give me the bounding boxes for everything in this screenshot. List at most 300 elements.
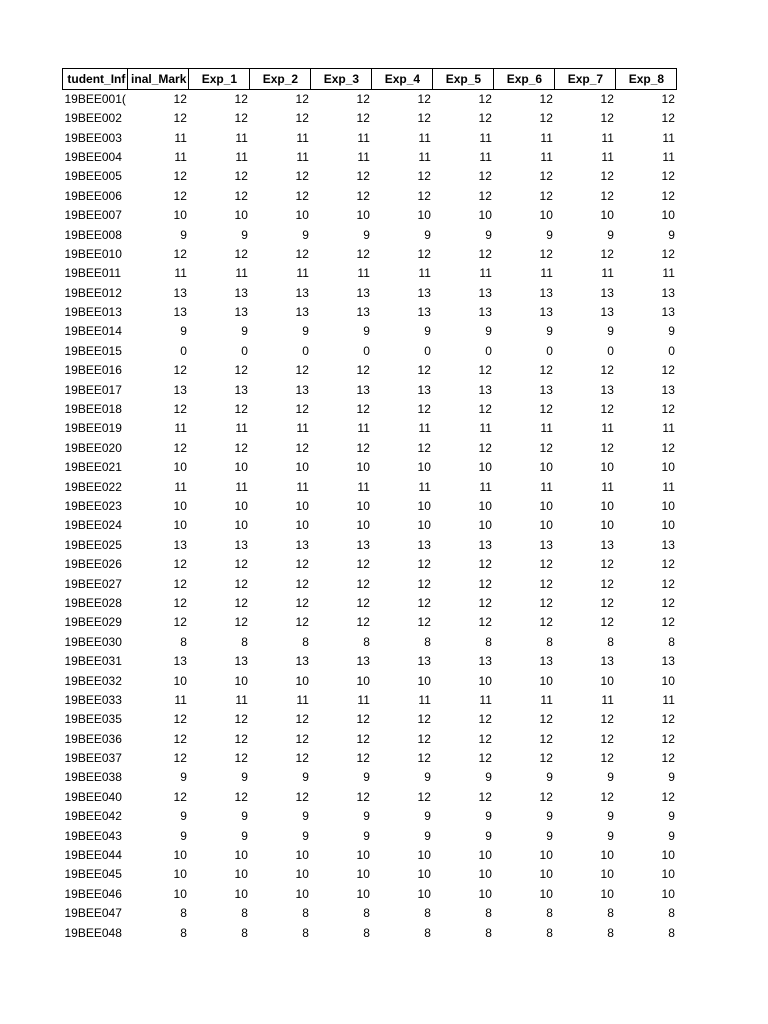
cell-exp-5[interactable]: 11 xyxy=(479,266,492,281)
cell-exp-1[interactable]: 12 xyxy=(234,789,248,804)
cell-exp-1[interactable]: 10 xyxy=(234,518,248,533)
cell-exp-4[interactable]: 9 xyxy=(424,227,431,242)
cell-student-id[interactable]: 19BEE002 xyxy=(64,111,122,126)
cell-exp-2[interactable]: 10 xyxy=(295,499,309,513)
cell-exp-3[interactable]: 10 xyxy=(356,208,370,223)
cell-exp-1[interactable]: 11 xyxy=(235,421,248,436)
cell-exp-3[interactable]: 12 xyxy=(356,731,370,746)
cell-exp-5[interactable]: 10 xyxy=(478,886,492,901)
cell-exp-1[interactable]: 13 xyxy=(234,305,248,320)
cell-exp-4[interactable]: 12 xyxy=(417,188,431,203)
cell-exp-3[interactable]: 11 xyxy=(357,266,370,281)
cell-exp-6[interactable]: 12 xyxy=(539,169,553,184)
cell-exp-6[interactable]: 12 xyxy=(539,557,553,572)
cell-exp-7[interactable]: 12 xyxy=(600,595,614,610)
cell-exp-6[interactable]: 12 xyxy=(539,188,553,203)
cell-exp-6[interactable]: 11 xyxy=(540,266,553,281)
cell-exp-6[interactable]: 12 xyxy=(539,615,553,630)
cell-exp-4[interactable]: 10 xyxy=(417,208,431,223)
cell-exp-8[interactable]: 10 xyxy=(661,208,675,223)
cell-exp-7[interactable]: 12 xyxy=(600,576,614,591)
cell-exp-8[interactable]: 10 xyxy=(661,867,675,882)
cell-student-id[interactable]: 19BEE032 xyxy=(64,673,122,688)
cell-exp-8[interactable]: 12 xyxy=(661,440,675,455)
cell-final-mark[interactable]: 11 xyxy=(174,149,187,164)
cell-exp-7[interactable]: 10 xyxy=(600,886,614,901)
cell-exp-6[interactable]: 8 xyxy=(546,906,553,921)
cell-final-mark[interactable]: 9 xyxy=(180,809,187,824)
cell-exp-8[interactable]: 11 xyxy=(662,479,675,494)
cell-exp-8[interactable]: 10 xyxy=(661,518,675,533)
cell-final-mark[interactable]: 12 xyxy=(173,576,187,591)
cell-exp-6[interactable]: 12 xyxy=(539,751,553,766)
cell-exp-7[interactable]: 12 xyxy=(600,712,614,727)
cell-exp-3[interactable]: 10 xyxy=(356,867,370,882)
cell-exp-6[interactable]: 13 xyxy=(539,537,553,552)
cell-final-mark[interactable]: 12 xyxy=(173,92,187,106)
cell-exp-3[interactable]: 9 xyxy=(363,809,370,824)
cell-exp-3[interactable]: 12 xyxy=(356,246,370,261)
cell-student-id[interactable]: 19BEE015 xyxy=(64,343,122,358)
cell-final-mark[interactable]: 13 xyxy=(173,382,187,397)
cell-exp-7[interactable]: 10 xyxy=(600,499,614,513)
cell-exp-6[interactable]: 9 xyxy=(546,227,553,242)
cell-final-mark[interactable]: 11 xyxy=(174,266,187,281)
cell-exp-4[interactable]: 10 xyxy=(417,460,431,475)
cell-final-mark[interactable]: 8 xyxy=(180,634,187,649)
cell-exp-1[interactable]: 10 xyxy=(234,208,248,223)
cell-exp-2[interactable]: 11 xyxy=(296,149,309,164)
cell-final-mark[interactable]: 12 xyxy=(173,731,187,746)
cell-exp-4[interactable]: 8 xyxy=(424,634,431,649)
cell-exp-8[interactable]: 12 xyxy=(661,92,675,106)
cell-exp-1[interactable]: 11 xyxy=(235,266,248,281)
cell-exp-8[interactable]: 12 xyxy=(661,576,675,591)
cell-exp-5[interactable]: 13 xyxy=(478,382,492,397)
cell-exp-5[interactable]: 12 xyxy=(478,188,492,203)
cell-exp-2[interactable]: 13 xyxy=(295,654,309,669)
cell-exp-8[interactable]: 12 xyxy=(661,169,675,184)
cell-exp-3[interactable]: 12 xyxy=(356,557,370,572)
cell-exp-5[interactable]: 13 xyxy=(478,305,492,320)
cell-student-id[interactable]: 19BEE018 xyxy=(64,402,122,417)
cell-exp-8[interactable]: 11 xyxy=(662,130,675,145)
cell-exp-3[interactable]: 12 xyxy=(356,363,370,378)
cell-student-id[interactable]: 19BEE027 xyxy=(64,576,122,591)
cell-exp-4[interactable]: 9 xyxy=(424,770,431,785)
cell-exp-4[interactable]: 12 xyxy=(417,363,431,378)
cell-exp-2[interactable]: 12 xyxy=(295,111,309,126)
cell-exp-6[interactable]: 11 xyxy=(540,130,553,145)
cell-exp-6[interactable]: 10 xyxy=(539,867,553,882)
cell-exp-7[interactable]: 12 xyxy=(600,789,614,804)
cell-exp-1[interactable]: 10 xyxy=(234,848,248,863)
cell-student-id[interactable]: 19BEE035 xyxy=(64,712,122,727)
cell-exp-2[interactable]: 12 xyxy=(295,188,309,203)
cell-exp-5[interactable]: 9 xyxy=(485,809,492,824)
cell-exp-7[interactable]: 11 xyxy=(601,692,614,707)
cell-exp-6[interactable]: 13 xyxy=(539,285,553,300)
cell-exp-4[interactable]: 11 xyxy=(418,479,431,494)
cell-exp-4[interactable]: 8 xyxy=(424,906,431,921)
cell-exp-8[interactable]: 11 xyxy=(662,421,675,436)
cell-student-id[interactable]: 19BEE033 xyxy=(64,692,122,707)
cell-exp-6[interactable]: 12 xyxy=(539,712,553,727)
cell-exp-6[interactable]: 9 xyxy=(546,324,553,339)
cell-exp-2[interactable]: 12 xyxy=(295,576,309,591)
cell-exp-1[interactable]: 9 xyxy=(241,828,248,843)
cell-exp-1[interactable]: 12 xyxy=(234,92,248,106)
cell-exp-6[interactable]: 10 xyxy=(539,518,553,533)
cell-exp-4[interactable]: 12 xyxy=(417,751,431,766)
cell-final-mark[interactable]: 13 xyxy=(173,537,187,552)
cell-final-mark[interactable]: 10 xyxy=(173,499,187,513)
cell-exp-5[interactable]: 12 xyxy=(478,751,492,766)
cell-exp-8[interactable]: 13 xyxy=(661,305,675,320)
cell-exp-8[interactable]: 9 xyxy=(668,770,675,785)
cell-exp-4[interactable]: 11 xyxy=(418,130,431,145)
cell-exp-5[interactable]: 10 xyxy=(478,460,492,475)
column-header-final-mark[interactable]: inal_Mark xyxy=(128,69,189,90)
cell-student-id[interactable]: 19BEE036 xyxy=(64,731,122,746)
cell-exp-1[interactable]: 9 xyxy=(241,809,248,824)
cell-exp-7[interactable]: 10 xyxy=(600,848,614,863)
cell-exp-2[interactable]: 10 xyxy=(295,867,309,882)
cell-exp-7[interactable]: 13 xyxy=(600,305,614,320)
column-header-exp-2[interactable]: Exp_2 xyxy=(250,69,311,90)
cell-exp-1[interactable]: 12 xyxy=(234,595,248,610)
cell-exp-6[interactable]: 10 xyxy=(539,673,553,688)
cell-exp-5[interactable]: 12 xyxy=(478,440,492,455)
cell-exp-4[interactable]: 9 xyxy=(424,828,431,843)
cell-student-id[interactable]: 19BEE003 xyxy=(64,130,122,145)
cell-student-id[interactable]: 19BEE016 xyxy=(64,363,122,378)
cell-exp-4[interactable]: 12 xyxy=(417,111,431,126)
cell-exp-8[interactable]: 13 xyxy=(661,285,675,300)
cell-exp-7[interactable]: 12 xyxy=(600,751,614,766)
cell-exp-2[interactable]: 12 xyxy=(295,789,309,804)
cell-student-id[interactable]: 19BEE029 xyxy=(64,615,122,630)
cell-exp-8[interactable]: 10 xyxy=(661,499,675,513)
cell-exp-7[interactable]: 9 xyxy=(607,227,614,242)
cell-exp-4[interactable]: 11 xyxy=(418,692,431,707)
cell-exp-6[interactable]: 13 xyxy=(539,382,553,397)
cell-final-mark[interactable]: 11 xyxy=(174,479,187,494)
cell-final-mark[interactable]: 11 xyxy=(174,421,187,436)
cell-exp-8[interactable]: 11 xyxy=(662,692,675,707)
cell-exp-2[interactable]: 12 xyxy=(295,92,309,106)
cell-exp-2[interactable]: 13 xyxy=(295,305,309,320)
cell-exp-8[interactable]: 12 xyxy=(661,246,675,261)
cell-exp-3[interactable]: 12 xyxy=(356,92,370,106)
cell-exp-5[interactable]: 10 xyxy=(478,673,492,688)
cell-exp-7[interactable]: 12 xyxy=(600,188,614,203)
cell-final-mark[interactable]: 9 xyxy=(180,770,187,785)
cell-exp-6[interactable]: 12 xyxy=(539,731,553,746)
cell-exp-1[interactable]: 12 xyxy=(234,751,248,766)
cell-exp-3[interactable]: 12 xyxy=(356,188,370,203)
cell-student-id[interactable]: 19BEE007 xyxy=(64,208,122,223)
cell-exp-5[interactable]: 12 xyxy=(478,363,492,378)
cell-exp-5[interactable]: 10 xyxy=(478,848,492,863)
cell-exp-1[interactable]: 9 xyxy=(241,324,248,339)
cell-exp-5[interactable]: 9 xyxy=(485,770,492,785)
cell-exp-2[interactable]: 10 xyxy=(295,673,309,688)
cell-exp-8[interactable]: 12 xyxy=(661,789,675,804)
cell-exp-5[interactable]: 10 xyxy=(478,518,492,533)
cell-exp-2[interactable]: 8 xyxy=(302,634,309,649)
cell-exp-3[interactable]: 8 xyxy=(363,906,370,921)
cell-exp-8[interactable]: 12 xyxy=(661,595,675,610)
cell-exp-1[interactable]: 0 xyxy=(241,343,248,358)
cell-exp-1[interactable]: 8 xyxy=(241,906,248,921)
cell-exp-8[interactable]: 0 xyxy=(668,343,675,358)
cell-exp-4[interactable]: 13 xyxy=(417,537,431,552)
cell-exp-2[interactable]: 11 xyxy=(296,479,309,494)
cell-exp-8[interactable]: 10 xyxy=(661,848,675,863)
cell-exp-7[interactable]: 10 xyxy=(600,673,614,688)
cell-exp-1[interactable]: 9 xyxy=(241,770,248,785)
cell-exp-2[interactable]: 9 xyxy=(302,809,309,824)
cell-student-id[interactable]: 19BEE023 xyxy=(64,499,122,513)
cell-exp-5[interactable]: 8 xyxy=(485,925,492,940)
cell-final-mark[interactable]: 12 xyxy=(173,440,187,455)
cell-student-id[interactable]: 19BEE024 xyxy=(64,518,122,533)
cell-exp-2[interactable]: 10 xyxy=(295,460,309,475)
cell-exp-3[interactable]: 9 xyxy=(363,227,370,242)
cell-exp-6[interactable]: 12 xyxy=(539,595,553,610)
cell-exp-6[interactable]: 12 xyxy=(539,576,553,591)
column-header-student-info[interactable]: tudent_Inf xyxy=(63,69,128,90)
cell-exp-5[interactable]: 12 xyxy=(478,557,492,572)
cell-exp-5[interactable]: 8 xyxy=(485,906,492,921)
cell-exp-1[interactable]: 13 xyxy=(234,654,248,669)
cell-final-mark[interactable]: 12 xyxy=(173,751,187,766)
cell-student-id[interactable]: 19BEE043 xyxy=(64,828,122,843)
cell-student-id[interactable]: 19BEE001( xyxy=(64,92,126,106)
cell-exp-5[interactable]: 12 xyxy=(478,92,492,106)
cell-exp-4[interactable]: 10 xyxy=(417,499,431,513)
cell-student-id[interactable]: 19BEE046 xyxy=(64,886,122,901)
cell-exp-6[interactable]: 11 xyxy=(540,149,553,164)
column-header-exp-6[interactable]: Exp_6 xyxy=(494,69,555,90)
cell-student-id[interactable]: 19BEE037 xyxy=(64,751,122,766)
cell-exp-7[interactable]: 11 xyxy=(601,421,614,436)
cell-exp-3[interactable]: 13 xyxy=(356,285,370,300)
cell-exp-3[interactable]: 12 xyxy=(356,789,370,804)
cell-exp-7[interactable]: 8 xyxy=(607,906,614,921)
cell-final-mark[interactable]: 13 xyxy=(173,654,187,669)
cell-final-mark[interactable]: 10 xyxy=(173,848,187,863)
cell-exp-5[interactable]: 11 xyxy=(479,130,492,145)
cell-final-mark[interactable]: 12 xyxy=(173,246,187,261)
cell-final-mark[interactable]: 12 xyxy=(173,363,187,378)
cell-exp-4[interactable]: 0 xyxy=(424,343,431,358)
column-header-exp-8[interactable]: Exp_8 xyxy=(616,69,677,90)
cell-exp-3[interactable]: 12 xyxy=(356,440,370,455)
cell-exp-7[interactable]: 11 xyxy=(601,149,614,164)
cell-student-id[interactable]: 19BEE042 xyxy=(64,809,122,824)
cell-exp-5[interactable]: 9 xyxy=(485,324,492,339)
cell-exp-8[interactable]: 12 xyxy=(661,363,675,378)
cell-exp-7[interactable]: 12 xyxy=(600,169,614,184)
cell-exp-1[interactable]: 10 xyxy=(234,886,248,901)
cell-exp-8[interactable]: 13 xyxy=(661,654,675,669)
cell-exp-5[interactable]: 0 xyxy=(485,343,492,358)
cell-exp-5[interactable]: 12 xyxy=(478,789,492,804)
cell-student-id[interactable]: 19BEE025 xyxy=(64,537,122,552)
cell-exp-4[interactable]: 12 xyxy=(417,92,431,106)
cell-final-mark[interactable]: 12 xyxy=(173,169,187,184)
cell-exp-6[interactable]: 9 xyxy=(546,828,553,843)
cell-exp-2[interactable]: 10 xyxy=(295,848,309,863)
cell-exp-2[interactable]: 10 xyxy=(295,886,309,901)
cell-exp-7[interactable]: 10 xyxy=(600,867,614,882)
cell-exp-5[interactable]: 12 xyxy=(478,111,492,126)
cell-exp-4[interactable]: 10 xyxy=(417,848,431,863)
cell-exp-3[interactable]: 8 xyxy=(363,925,370,940)
cell-exp-3[interactable]: 11 xyxy=(357,130,370,145)
cell-exp-5[interactable]: 12 xyxy=(478,246,492,261)
cell-exp-6[interactable]: 10 xyxy=(539,886,553,901)
cell-exp-5[interactable]: 12 xyxy=(478,712,492,727)
cell-exp-3[interactable]: 10 xyxy=(356,673,370,688)
cell-student-id[interactable]: 19BEE021 xyxy=(64,460,122,475)
cell-exp-8[interactable]: 12 xyxy=(661,615,675,630)
cell-exp-6[interactable]: 10 xyxy=(539,208,553,223)
cell-final-mark[interactable]: 10 xyxy=(173,886,187,901)
cell-exp-5[interactable]: 11 xyxy=(479,692,492,707)
cell-exp-4[interactable]: 11 xyxy=(418,421,431,436)
cell-exp-7[interactable]: 13 xyxy=(600,382,614,397)
cell-exp-6[interactable]: 12 xyxy=(539,402,553,417)
column-header-exp-5[interactable]: Exp_5 xyxy=(433,69,494,90)
cell-exp-6[interactable]: 12 xyxy=(539,246,553,261)
cell-exp-5[interactable]: 13 xyxy=(478,654,492,669)
cell-exp-7[interactable]: 13 xyxy=(600,654,614,669)
cell-final-mark[interactable]: 12 xyxy=(173,712,187,727)
cell-exp-4[interactable]: 13 xyxy=(417,654,431,669)
cell-exp-6[interactable]: 9 xyxy=(546,770,553,785)
cell-exp-6[interactable]: 10 xyxy=(539,848,553,863)
cell-exp-1[interactable]: 11 xyxy=(235,130,248,145)
cell-exp-8[interactable]: 9 xyxy=(668,809,675,824)
cell-exp-5[interactable]: 11 xyxy=(479,479,492,494)
cell-exp-7[interactable]: 0 xyxy=(607,343,614,358)
cell-exp-2[interactable]: 13 xyxy=(295,382,309,397)
cell-exp-5[interactable]: 12 xyxy=(478,169,492,184)
cell-final-mark[interactable]: 12 xyxy=(173,111,187,126)
cell-exp-2[interactable]: 12 xyxy=(295,557,309,572)
cell-exp-4[interactable]: 11 xyxy=(418,266,431,281)
cell-exp-8[interactable]: 12 xyxy=(661,111,675,126)
cell-exp-6[interactable]: 12 xyxy=(539,789,553,804)
column-header-exp-1[interactable]: Exp_1 xyxy=(189,69,250,90)
column-header-exp-7[interactable]: Exp_7 xyxy=(555,69,616,90)
cell-exp-6[interactable]: 12 xyxy=(539,363,553,378)
cell-exp-8[interactable]: 11 xyxy=(662,266,675,281)
cell-student-id[interactable]: 19BEE008 xyxy=(64,227,122,242)
cell-exp-2[interactable]: 0 xyxy=(302,343,309,358)
cell-exp-3[interactable]: 12 xyxy=(356,712,370,727)
cell-final-mark[interactable]: 12 xyxy=(173,557,187,572)
cell-exp-1[interactable]: 10 xyxy=(234,460,248,475)
cell-exp-4[interactable]: 13 xyxy=(417,305,431,320)
cell-exp-7[interactable]: 9 xyxy=(607,324,614,339)
cell-final-mark[interactable]: 9 xyxy=(180,227,187,242)
cell-exp-2[interactable]: 9 xyxy=(302,770,309,785)
cell-exp-2[interactable]: 12 xyxy=(295,595,309,610)
cell-exp-5[interactable]: 12 xyxy=(478,595,492,610)
cell-exp-5[interactable]: 10 xyxy=(478,499,492,513)
cell-exp-8[interactable]: 8 xyxy=(668,634,675,649)
cell-exp-3[interactable]: 9 xyxy=(363,324,370,339)
cell-student-id[interactable]: 19BEE014 xyxy=(64,324,122,339)
cell-student-id[interactable]: 19BEE005 xyxy=(64,169,122,184)
cell-exp-3[interactable]: 12 xyxy=(356,402,370,417)
cell-exp-1[interactable]: 11 xyxy=(235,692,248,707)
cell-exp-5[interactable]: 11 xyxy=(479,149,492,164)
cell-exp-2[interactable]: 12 xyxy=(295,440,309,455)
cell-exp-4[interactable]: 12 xyxy=(417,557,431,572)
cell-exp-2[interactable]: 11 xyxy=(296,421,309,436)
cell-final-mark[interactable]: 8 xyxy=(180,925,187,940)
cell-student-id[interactable]: 19BEE017 xyxy=(64,382,122,397)
cell-exp-4[interactable]: 10 xyxy=(417,867,431,882)
cell-exp-6[interactable]: 12 xyxy=(539,111,553,126)
cell-exp-3[interactable]: 11 xyxy=(357,692,370,707)
cell-exp-2[interactable]: 11 xyxy=(296,130,309,145)
cell-exp-6[interactable]: 8 xyxy=(546,925,553,940)
cell-exp-4[interactable]: 8 xyxy=(424,925,431,940)
cell-exp-5[interactable]: 13 xyxy=(478,537,492,552)
cell-exp-2[interactable]: 9 xyxy=(302,227,309,242)
cell-exp-4[interactable]: 12 xyxy=(417,712,431,727)
cell-exp-7[interactable]: 9 xyxy=(607,828,614,843)
cell-exp-2[interactable]: 13 xyxy=(295,537,309,552)
cell-exp-7[interactable]: 13 xyxy=(600,285,614,300)
cell-final-mark[interactable]: 12 xyxy=(173,615,187,630)
cell-exp-2[interactable]: 12 xyxy=(295,751,309,766)
cell-student-id[interactable]: 19BEE026 xyxy=(64,557,122,572)
cell-exp-1[interactable]: 11 xyxy=(235,149,248,164)
cell-exp-4[interactable]: 12 xyxy=(417,789,431,804)
cell-exp-1[interactable]: 12 xyxy=(234,246,248,261)
cell-exp-3[interactable]: 10 xyxy=(356,518,370,533)
cell-exp-2[interactable]: 12 xyxy=(295,402,309,417)
cell-exp-2[interactable]: 12 xyxy=(295,246,309,261)
cell-exp-6[interactable]: 10 xyxy=(539,460,553,475)
cell-exp-4[interactable]: 10 xyxy=(417,673,431,688)
cell-exp-4[interactable]: 12 xyxy=(417,731,431,746)
cell-exp-8[interactable]: 10 xyxy=(661,460,675,475)
cell-exp-7[interactable]: 8 xyxy=(607,634,614,649)
cell-final-mark[interactable]: 10 xyxy=(173,518,187,533)
cell-exp-1[interactable]: 8 xyxy=(241,925,248,940)
cell-exp-5[interactable]: 11 xyxy=(479,421,492,436)
cell-exp-5[interactable]: 9 xyxy=(485,828,492,843)
cell-exp-6[interactable]: 9 xyxy=(546,809,553,824)
cell-exp-1[interactable]: 12 xyxy=(234,363,248,378)
cell-final-mark[interactable]: 9 xyxy=(180,324,187,339)
cell-student-id[interactable]: 19BEE028 xyxy=(64,595,122,610)
cell-exp-7[interactable]: 10 xyxy=(600,518,614,533)
cell-exp-4[interactable]: 9 xyxy=(424,324,431,339)
cell-exp-3[interactable]: 12 xyxy=(356,751,370,766)
cell-student-id[interactable]: 19BEE040 xyxy=(64,789,122,804)
cell-exp-5[interactable]: 12 xyxy=(478,402,492,417)
cell-exp-7[interactable]: 12 xyxy=(600,557,614,572)
